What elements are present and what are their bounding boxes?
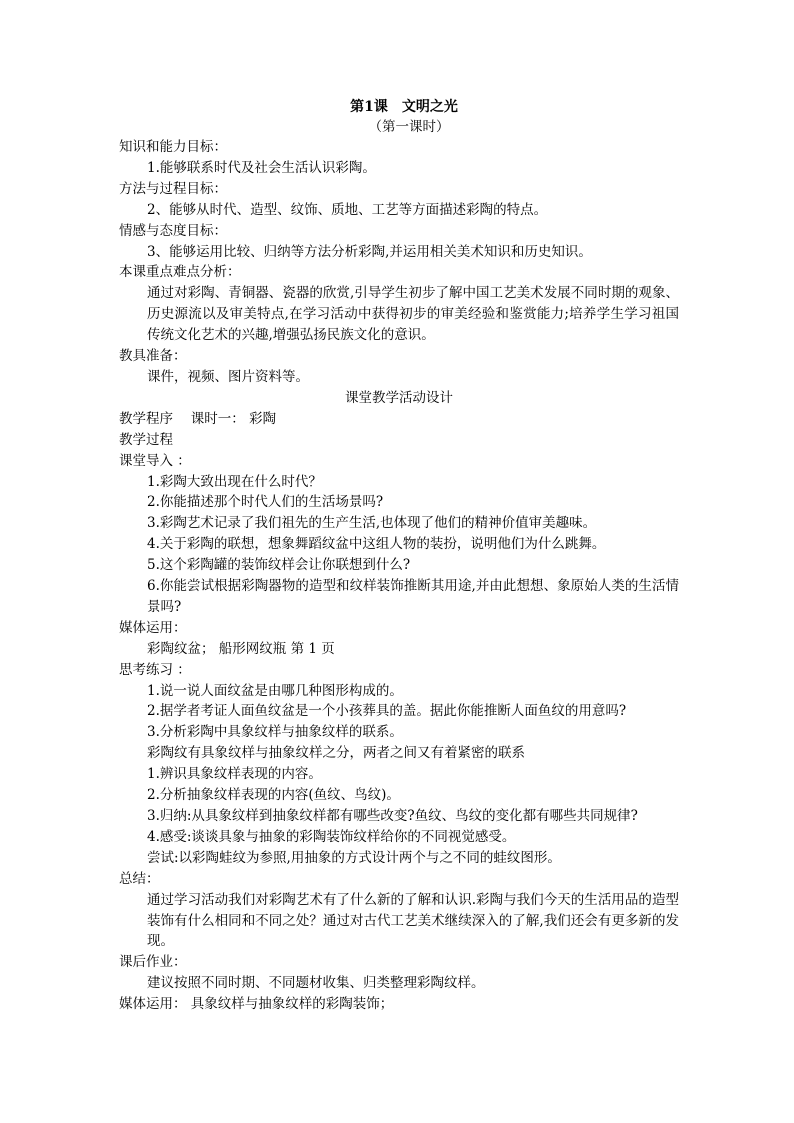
homework-text: 建议按照不同时期、不同题材收集、归类整理彩陶纹样。 <box>147 975 485 992</box>
lesson-subtitle: （第一课时） <box>368 119 450 135</box>
process-label: 教学过程 <box>119 431 173 448</box>
key-points-text: 通过对彩陶、青铜器、瓷器的欣赏,引导学生初步了解中国工艺美术发展不同时期的观象、历史源流以及审美特点,在学习活动中获得初步的审美经验和鉴赏能力;培养学生学习祖国传统文化艺术的兴趣,增强弘扬民族文化的意识。 <box>147 285 679 344</box>
homework-label: 课后作业： <box>119 954 187 971</box>
program-line: 教学程序 课时一： 彩陶 <box>119 410 277 427</box>
exercise-try: 尝试:以彩陶蛙纹为参照,用抽象的方式设计两个与之不同的蛙纹图形。 <box>147 849 561 866</box>
method-goal-label: 方法与过程目标： <box>119 180 227 197</box>
intro-item: 6.你能尝试根据彩陶器物的造型和纹样装饰推断其用途,并由此想想、象原始人类的生活情景吗? <box>147 578 679 615</box>
exercise-label: 思考练习 ： <box>119 661 191 678</box>
intro-item: 5.这个彩陶罐的装饰纹样会让你联想到什么? <box>147 557 411 574</box>
exercise-sub-item: 2.分析抽象纹样表现的内容(鱼纹、鸟纹)。 <box>147 787 400 804</box>
intro-item: 2.你能描述那个时代人们的生活场景吗? <box>147 494 384 511</box>
intro-item: 1.彩陶大致出现在什么时代？ <box>147 473 322 490</box>
exercise-sub-item: 1.辨识具象纹样表现的内容。 <box>147 766 322 783</box>
summary-text: 通过学习活动我们对彩陶艺术有了什么新的了解和认识.彩陶与我们今天的生活用品的造型装饰有什么相同和不同之处？通过对古代工艺美术继续深入的了解,我们还会有更多新的发现。 <box>147 891 679 950</box>
tools-text: 课件，视频、图片资料等。 <box>147 368 309 385</box>
key-points-label: 本课重点难点分析： <box>119 264 241 281</box>
tools-label: 教具准备： <box>119 348 187 365</box>
exercise-item: 2.据学者考证人面鱼纹盆是一个小孩葬具的盖。据此你能推断人面鱼纹的用意吗? <box>147 703 627 720</box>
method-goal-item: 2、能够从时代、造型、纹饰、质地、工艺等方面描述彩陶的特点。 <box>147 201 548 218</box>
emotion-goal-label: 情感与态度目标： <box>119 222 227 239</box>
intro-item: 3.彩陶艺术记录了我们祖先的生产生活,也体现了他们的精神价值审美趣味。 <box>147 515 597 532</box>
lesson-title: 第1课 文明之光 <box>350 99 458 115</box>
summary-label: 总结： <box>119 870 160 887</box>
knowledge-goal-item: 1.能够联系时代及社会生活认识彩陶。 <box>147 159 376 176</box>
exercise-sub-item: 3.归纳:从具象纹样到抽象纹样都有哪些改变?鱼纹、鸟纹的变化都有哪些共同规律? <box>147 808 638 824</box>
intro-label: 课堂导入 ： <box>119 452 191 469</box>
knowledge-goal-label: 知识和能力目标： <box>119 139 227 155</box>
design-title: 课堂教学活动设计 <box>345 389 453 406</box>
exercise-item: 3.分析彩陶中具象纹样与抽象纹样的联系。 <box>147 724 403 741</box>
exercise-note: 彩陶纹有具象纹样与抽象纹样之分，两者之间又有着紧密的联系 <box>147 745 525 762</box>
exercise-sub-item: 4.感受:谈谈具象与抽象的彩陶装饰纹样给你的不同视觉感受。 <box>147 828 516 845</box>
media-label: 媒体运用： <box>119 619 187 636</box>
document-page <box>119 97 679 1015</box>
emotion-goal-item: 3、能够运用比较、归纳等方法分析彩陶,并运用相关美术知识和历史知识。 <box>147 243 592 260</box>
media-text: 彩陶纹盆； 船形网纹瓶 第 1 页 <box>147 640 335 657</box>
exercise-item: 1.说一说人面纹盆是由哪几种图形构成的。 <box>147 682 403 699</box>
media-usage-line: 媒体运用： 具象纹样与抽象纹样的彩陶装饰； <box>119 996 394 1013</box>
intro-item: 4.关于彩陶的联想，想象舞蹈纹盆中这组人物的装扮，说明他们为什么跳舞。 <box>147 536 606 553</box>
